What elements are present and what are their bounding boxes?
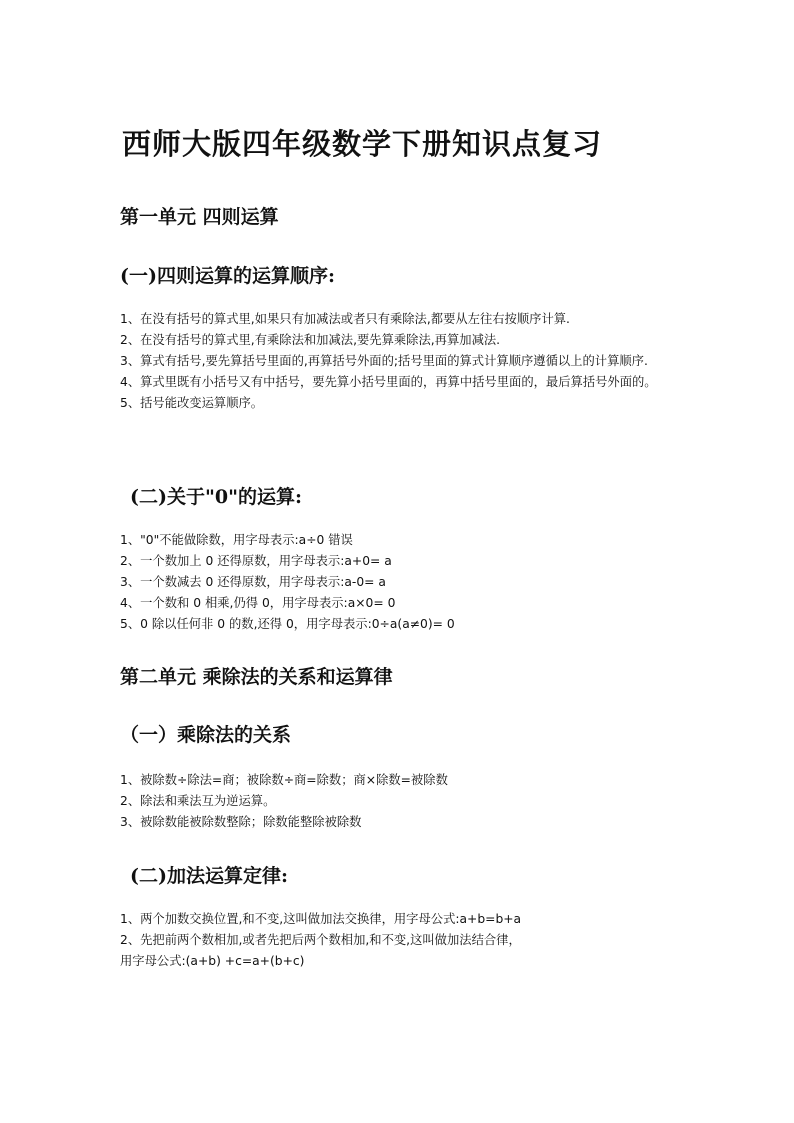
list-item: 4、一个数和 0 相乘,仍得 0，用字母表示:a×0= 0 — [120, 596, 396, 610]
unit-2-section-1-list — [120, 770, 680, 833]
unit-1-heading: 第一单元 四则运算 — [120, 206, 279, 228]
unit-1-section-1-heading: (一)四则运算的运算顺序: — [120, 265, 335, 287]
list-item: 1、"0"不能做除数，用字母表示:a÷0 错误 — [120, 533, 353, 547]
list-item: 2、除法和乘法互为逆运算。 — [120, 794, 276, 808]
list-item: 3、一个数减去 0 还得原数，用字母表示:a-0= a — [120, 575, 386, 589]
unit-2-section-1-heading: （一）乘除法的关系 — [120, 724, 292, 746]
unit-2-section-2-heading: (二)加法运算定律: — [130, 865, 288, 887]
list-item: 1、被除数÷除法=商；被除数÷商=除数；商×除数=被除数 — [120, 773, 448, 787]
list-item: 5、括号能改变运算顺序。 — [120, 396, 264, 410]
unit-1-section-2-list — [120, 530, 680, 635]
list-item: 1、两个加数交换位置,和不变,这叫做加法交换律，用字母公式:a+b=b+a — [120, 912, 522, 926]
list-item: 用字母公式:(a+b) +c=a+(b+c) — [120, 954, 305, 968]
list-item: 3、被除数能被除数整除；除数能整除被除数 — [120, 815, 362, 829]
list-item: 1、在没有括号的算式里,如果只有加减法或者只有乘除法,都要从左往右按顺序计算. — [120, 312, 570, 326]
unit-2-section-2-list — [120, 909, 680, 972]
document-title: 西师大版四年级数学下册知识点复习 — [122, 127, 603, 161]
list-item: 2、在没有括号的算式里,有乘除法和加减法,要先算乘除法,再算加减法. — [120, 333, 501, 347]
unit-1-section-2-heading: (二)关于"0"的运算: — [130, 486, 303, 508]
list-item: 4、算式里既有小括号又有中括号，要先算小括号里面的，再算中括号里面的，最后算括号外面的。 — [120, 375, 657, 389]
list-item: 2、一个数加上 0 还得原数，用字母表示:a+0= a — [120, 554, 392, 568]
list-item: 2、先把前两个数相加,或者先把后两个数相加,和不变,这叫做加法结合律， — [120, 933, 521, 947]
unit-1-section-1-list — [120, 309, 680, 414]
unit-2-heading: 第二单元 乘除法的关系和运算律 — [120, 666, 393, 688]
list-item: 5、0 除以任何非 0 的数,还得 0，用字母表示:0÷a(a≠0)= 0 — [120, 617, 455, 631]
list-item: 3、算式有括号,要先算括号里面的,再算括号外面的;括号里面的算式计算顺序遵循以上的计算顺序. — [120, 354, 648, 368]
